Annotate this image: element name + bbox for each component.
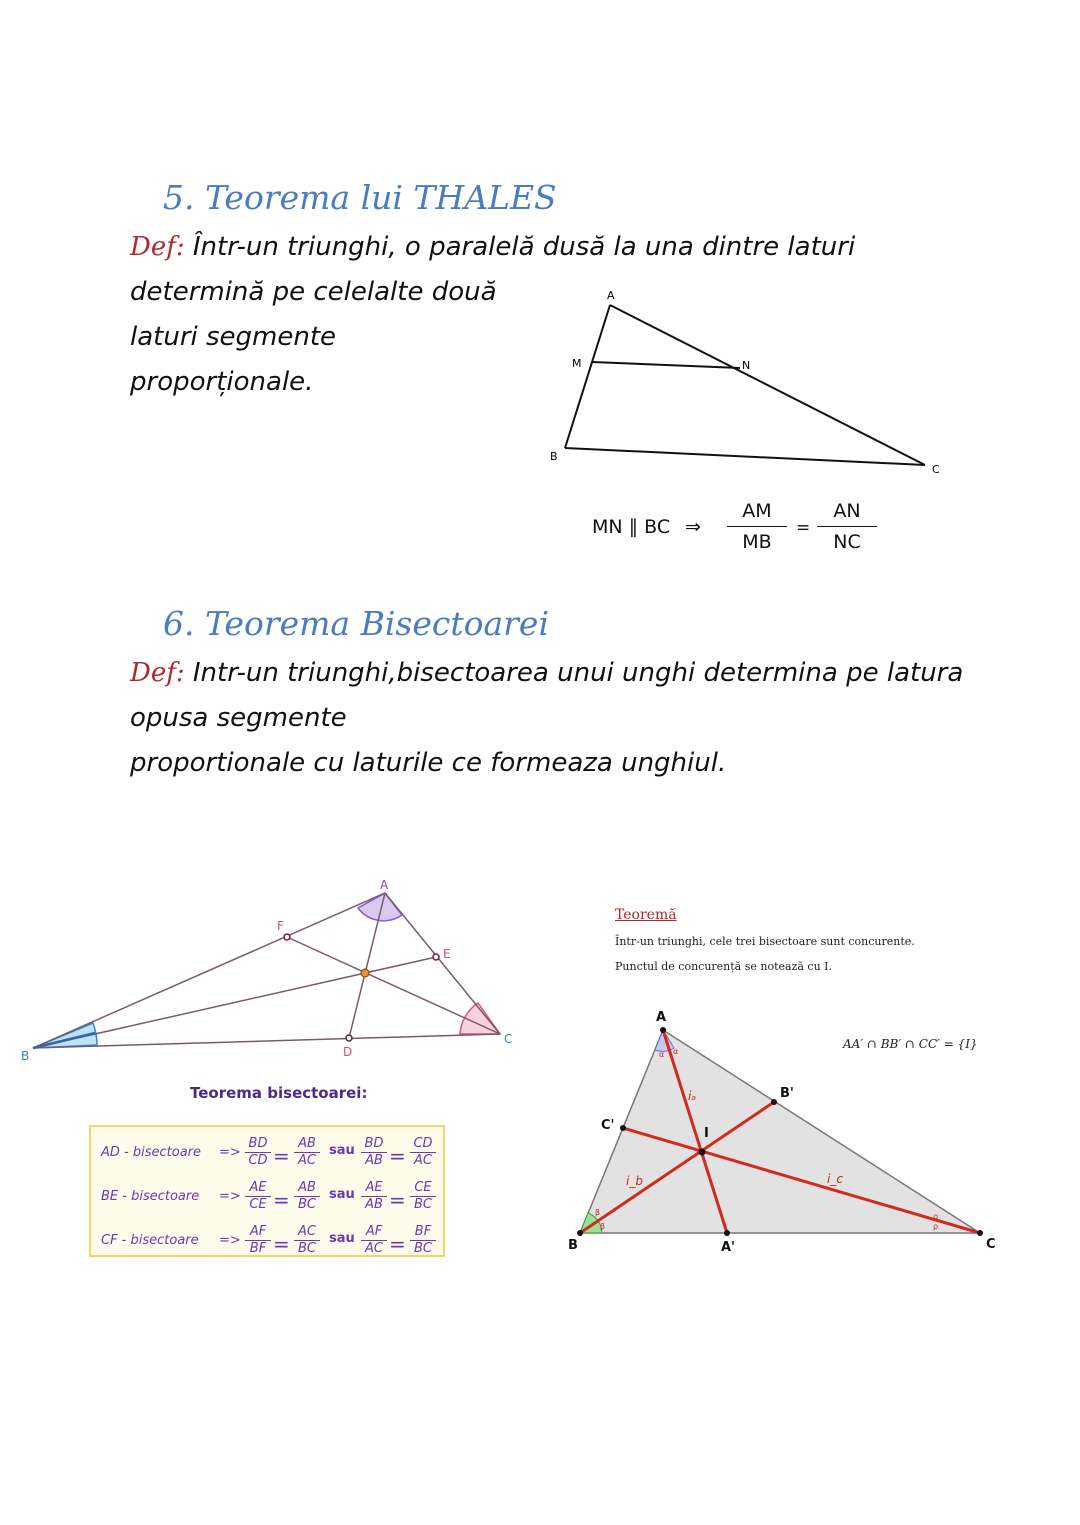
- point-d: [346, 1035, 352, 1041]
- thales-diagram: [540, 285, 960, 485]
- label-c: C: [504, 1032, 513, 1046]
- side-ac: [610, 305, 925, 465]
- side-ab: [33, 893, 385, 1048]
- fraction: [361, 1136, 387, 1168]
- denominator: AB: [361, 1196, 387, 1212]
- numerator: AE: [365, 1180, 383, 1195]
- point-f: [284, 934, 290, 940]
- bisector-def-line3: proportionale cu laturile ce formeaza unghiul.: [130, 748, 727, 778]
- row-sau: sau: [329, 1231, 355, 1246]
- label-a: A: [607, 289, 615, 302]
- denominator: BC: [410, 1240, 436, 1256]
- numerator: AE: [249, 1180, 267, 1195]
- def-label: Def:: [130, 232, 185, 262]
- point-c: [977, 1230, 983, 1236]
- fraction: [410, 1180, 436, 1212]
- row-label: BE - bisectoare: [101, 1189, 200, 1204]
- thales-def-line2: determină pe celelalte două: [130, 277, 497, 307]
- formula-row: [91, 1180, 443, 1220]
- row-sau: sau: [329, 1143, 355, 1158]
- point-b-prime: [771, 1099, 777, 1105]
- point-i: [699, 1149, 706, 1156]
- fraction: [361, 1180, 387, 1212]
- numerator: AC: [298, 1224, 316, 1239]
- denominator: BC: [294, 1240, 320, 1256]
- row-arrow: =>: [219, 1145, 241, 1160]
- equals-sign: =: [389, 1188, 406, 1212]
- teorema-line1: Într-un triunghi, cele trei bisectoare sunt concurente.: [615, 935, 915, 948]
- formula-arrow: ⇒: [685, 516, 701, 538]
- bisector-definition: [130, 651, 990, 786]
- fraction: [245, 1180, 271, 1212]
- denominator: MB: [727, 526, 787, 553]
- equals-sign: =: [273, 1232, 290, 1256]
- thales-def-line4: proporționale.: [130, 367, 314, 397]
- teorema-line2: Punctul de concurență se notează cu I.: [615, 960, 833, 973]
- point-a-prime: [724, 1230, 730, 1236]
- denominator: BF: [245, 1240, 271, 1256]
- label-ib: i_b: [626, 1174, 643, 1188]
- equals-sign: =: [389, 1232, 406, 1256]
- side-ab: [565, 305, 610, 448]
- numerator: AB: [298, 1180, 316, 1195]
- label-a-prime: A': [721, 1240, 736, 1255]
- fraction: [294, 1136, 320, 1168]
- denominator: BC: [294, 1196, 320, 1212]
- label-ic: i_c: [827, 1172, 843, 1186]
- text-line: Într-un triunghi, o paralelă dusă la una dintre laturi: [192, 232, 856, 262]
- teorema-title: Teoremă: [615, 907, 677, 923]
- beta-marker-1: β: [595, 1208, 601, 1217]
- point-a: [660, 1027, 666, 1033]
- formula-equals: =: [796, 518, 811, 538]
- fraction: [361, 1224, 387, 1256]
- def-label: Def:: [130, 658, 185, 688]
- bisector-diagram: [15, 875, 525, 1065]
- side-bc: [565, 448, 925, 465]
- rho-marker-2: ρ: [933, 1222, 939, 1231]
- denominator: AB: [361, 1152, 387, 1168]
- label-a: A: [380, 878, 389, 892]
- concurrency-diagram: [560, 1005, 1010, 1255]
- denominator: BC: [410, 1196, 436, 1212]
- bisector-def-line1: [130, 651, 990, 696]
- incenter-point: [361, 969, 369, 977]
- fraction: [294, 1224, 320, 1256]
- row-sau: sau: [329, 1187, 355, 1202]
- thales-def-line3: laturi segmente: [130, 322, 337, 352]
- text-line: Intr-un triunghi,bisectoarea unui unghi determina pe latura: [192, 658, 964, 688]
- row-arrow: =>: [219, 1233, 241, 1248]
- bisector-def-line2: opusa segmente: [130, 703, 347, 733]
- point-c-prime: [620, 1125, 626, 1131]
- row-label: CF - bisectoare: [101, 1233, 199, 1248]
- side-ac: [385, 893, 500, 1034]
- segment-mn: [592, 362, 740, 368]
- numerator: BD: [248, 1136, 268, 1151]
- bisector-cf: [287, 937, 500, 1034]
- denominator: CE: [245, 1196, 271, 1212]
- fraction: [245, 1136, 271, 1168]
- thales-heading: 5. Teorema lui THALES: [163, 178, 557, 217]
- numerator: AM: [742, 500, 772, 522]
- label-b-prime: B': [780, 1086, 794, 1101]
- label-c: C: [986, 1237, 996, 1252]
- teorema-formula: AA′ ∩ BB′ ∩ CC′ = {I}: [843, 1037, 978, 1051]
- alpha-marker-1: α: [659, 1050, 665, 1059]
- point-b: [577, 1230, 583, 1236]
- label-n: N: [742, 359, 751, 372]
- numerator: AF: [365, 1224, 383, 1239]
- numerator: AB: [298, 1136, 316, 1151]
- formula-row: [91, 1224, 443, 1264]
- thales-formula: [592, 500, 892, 560]
- numerator: BD: [364, 1136, 384, 1151]
- label-m: M: [572, 357, 582, 370]
- side-bc: [33, 1034, 500, 1048]
- label-c: C: [932, 463, 940, 476]
- formula-row: [91, 1136, 443, 1176]
- label-ia: iₐ: [688, 1089, 697, 1103]
- numerator: AF: [249, 1224, 267, 1239]
- fraction: [294, 1180, 320, 1212]
- equals-sign: =: [273, 1144, 290, 1168]
- denominator: CD: [245, 1152, 271, 1168]
- label-c-prime: C': [601, 1118, 615, 1133]
- point-e: [433, 954, 439, 960]
- fraction: [245, 1224, 271, 1256]
- fraction: [410, 1224, 436, 1256]
- bisector-heading: 6. Teorema Bisectoarei: [163, 604, 549, 643]
- fraction-am-mb: [727, 500, 787, 553]
- label-e: E: [443, 947, 451, 961]
- numerator: CD: [413, 1136, 433, 1151]
- fraction-an-nc: [817, 500, 877, 553]
- denominator: NC: [817, 526, 877, 553]
- numerator: CE: [414, 1180, 432, 1195]
- rho-marker-1: ρ: [933, 1212, 939, 1221]
- formula-parallel: MN ∥ BC: [592, 516, 671, 538]
- equals-sign: =: [389, 1144, 406, 1168]
- label-d: D: [343, 1045, 353, 1059]
- denominator: AC: [410, 1152, 436, 1168]
- label-a: A: [656, 1010, 667, 1025]
- equals-sign: =: [273, 1188, 290, 1212]
- row-arrow: =>: [219, 1189, 241, 1204]
- row-label: AD - bisectoare: [101, 1145, 202, 1160]
- alpha-marker-2: α: [673, 1047, 679, 1056]
- label-b: B: [550, 450, 558, 463]
- numerator: BF: [414, 1224, 432, 1239]
- numerator: AN: [833, 500, 861, 522]
- label-i: I: [704, 1126, 709, 1141]
- denominator: AC: [294, 1152, 320, 1168]
- label-b: B: [21, 1049, 30, 1063]
- beta-marker-2: β: [600, 1222, 606, 1231]
- label-f: F: [277, 919, 284, 933]
- thales-def-line1: [130, 225, 950, 270]
- fraction: [410, 1136, 436, 1168]
- denominator: AC: [361, 1240, 387, 1256]
- bisector-box-title: Teorema bisectoarei:: [190, 1084, 368, 1102]
- bisector-formula-box: [89, 1125, 445, 1257]
- label-b: B: [568, 1238, 578, 1253]
